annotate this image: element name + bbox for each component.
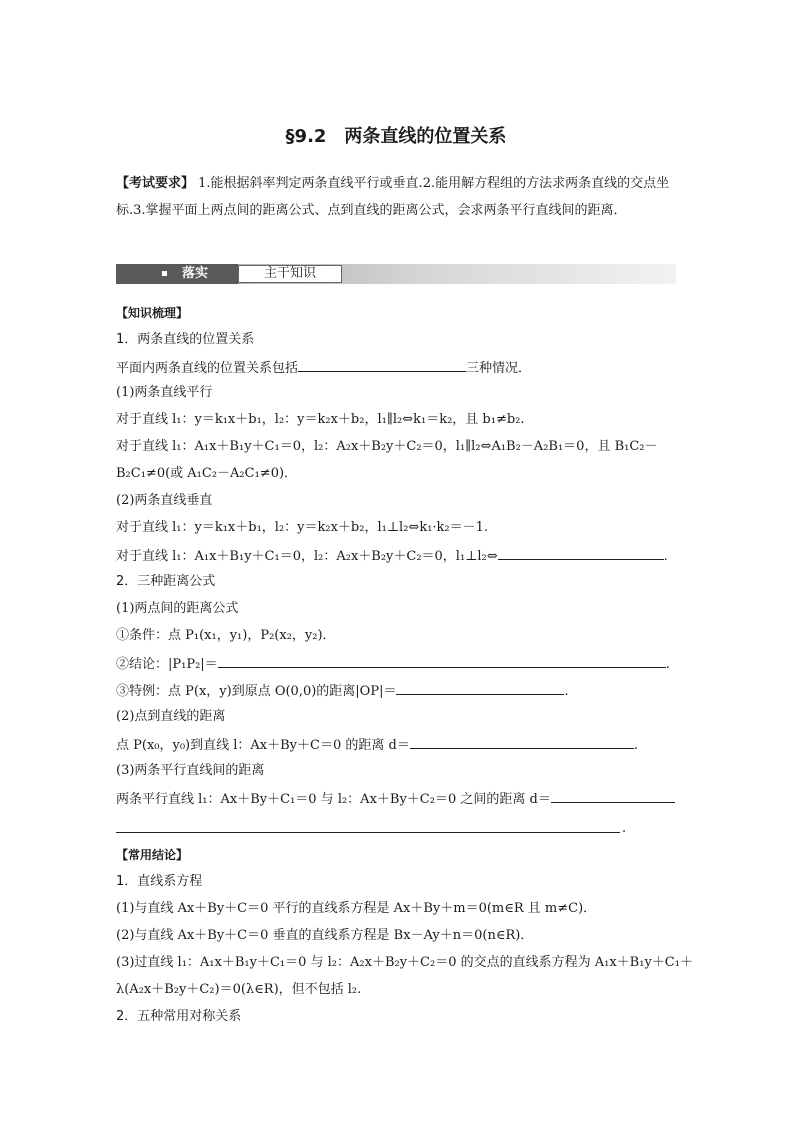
requirements-text: 1.能根据斜率判定两条直线平行或垂直.2.能用解方程组的方法求两条直线的交点坐标.3.掌握平面上两点间的距离公式、点到直线的距离公式，会求两条平行直线间的距离．	[116, 176, 670, 218]
heading-line-family: 1．直线系方程	[116, 874, 203, 889]
text-segment: ②结论：|P₁P₂|＝	[116, 657, 218, 672]
text-line: B₂C₁≠0(或 A₁C₂－A₂C₁≠0)．	[116, 466, 298, 481]
heading-distance-formulas: 2．三种距离公式	[116, 574, 216, 589]
heading-position-relation: 1．两条直线的位置关系	[116, 332, 255, 347]
text-line	[116, 681, 569, 701]
banner-dark-part	[116, 264, 238, 284]
banner-left-label: 落实	[182, 266, 209, 281]
answer-blank	[396, 681, 564, 695]
text-line	[116, 546, 668, 566]
text-line	[116, 358, 531, 378]
text-line	[116, 654, 670, 674]
text-line	[116, 789, 675, 809]
text-segment: 两条平行直线 l₁：Ax＋By＋C₁＝0 与 l₂：Ax＋By＋C₂＝0 之间的距离 d＝	[116, 792, 551, 807]
text-line: 对于直线 l₁：y＝k₁x＋b₁，l₂：y＝k₂x＋b₂，l₁⊥l₂⇔k₁·k₂＝－1.	[116, 520, 489, 535]
text-segment: .	[665, 657, 670, 672]
heading-knowledge: 【知识梳理】	[116, 306, 189, 320]
text-segment: 对于直线 l₁：A₁x＋B₁y＋C₁＝0，l₂：A₂x＋B₂y＋C₂＝0，l₁⊥l₂⇔	[116, 549, 498, 564]
text-line: ①条件：点 P₁(x₁，y₁)，P₂(x₂，y₂)．	[116, 628, 336, 643]
text-segment: 三种情况．	[466, 361, 532, 376]
heading-common-conclusions: 【常用结论】	[116, 848, 189, 862]
requirements-tag: 【考试要求】	[116, 176, 195, 191]
subheading-perpendicular: (2)两条直线垂直	[116, 493, 213, 508]
text-segment: .	[663, 549, 668, 564]
text-line: 对于直线 l₁：y＝k₁x＋b₁，l₂：y＝k₂x＋b₂，l₁∥l₂⇔k₁＝k₂，且 b₁≠b₂.	[116, 412, 525, 427]
text-line: (3)过直线 l₁：A₁x＋B₁y＋C₁＝0 与 l₂：A₂x＋B₂y＋C₂＝0 的交点的直线系方程为 A₁x＋B₁y＋C₁＋	[116, 955, 693, 970]
subheading-point-line: (2)点到直线的距离	[116, 709, 226, 724]
text-line: (2)与直线 Ax＋By＋C＝0 垂直的直线系方程是 Bx－Ay＋n＝0(n∈R)．	[116, 928, 534, 943]
text-segment: ③特例：点 P(x，y)到原点 O(0,0)的距离|OP|＝	[116, 684, 397, 699]
page-title: §9.2 两条直线的位置关系	[285, 126, 507, 147]
answer-blank	[410, 735, 634, 749]
answer-blank	[551, 789, 675, 803]
subheading-two-points: (1)两点间的距离公式	[116, 601, 239, 616]
text-line: λ(A₂x＋B₂y＋C₂)＝0(λ∈R)，但不包括 l₂.	[116, 982, 362, 997]
banner-right-label: 主干知识	[238, 265, 342, 283]
section-banner	[116, 264, 676, 284]
text-line: 对于直线 l₁：A₁x＋B₁y＋C₁＝0，l₂：A₂x＋B₂y＋C₂＝0，l₁∥l₂⇔A₁B₂－A₂B₁＝0，且 B₁C₂－	[116, 439, 658, 454]
text-segment: .	[633, 738, 638, 753]
text-segment: 平面内两条直线的位置关系包括	[116, 361, 299, 376]
square-bullet-icon	[162, 271, 167, 276]
answer-blank-continued	[116, 832, 620, 833]
text-segment: 点 P(x₀，y₀)到直线 l：Ax＋By＋C＝0 的距离 d＝	[116, 738, 410, 753]
answer-blank	[298, 358, 466, 372]
answer-blank	[498, 546, 664, 560]
heading-symmetry: 2．五种常用对称关系	[116, 1009, 242, 1024]
subheading-parallel: (1)两条直线平行	[116, 385, 213, 400]
text-segment: .	[564, 684, 569, 699]
text-line	[116, 735, 638, 755]
text-line: (1)与直线 Ax＋By＋C＝0 平行的直线系方程是 Ax＋By＋m＝0(m∈R 且 m≠C)．	[116, 901, 597, 916]
answer-blank	[218, 654, 666, 668]
text-segment: .	[622, 821, 627, 836]
subheading-parallel-lines: (3)两条平行直线间的距离	[116, 763, 265, 778]
exam-requirements	[116, 170, 676, 224]
